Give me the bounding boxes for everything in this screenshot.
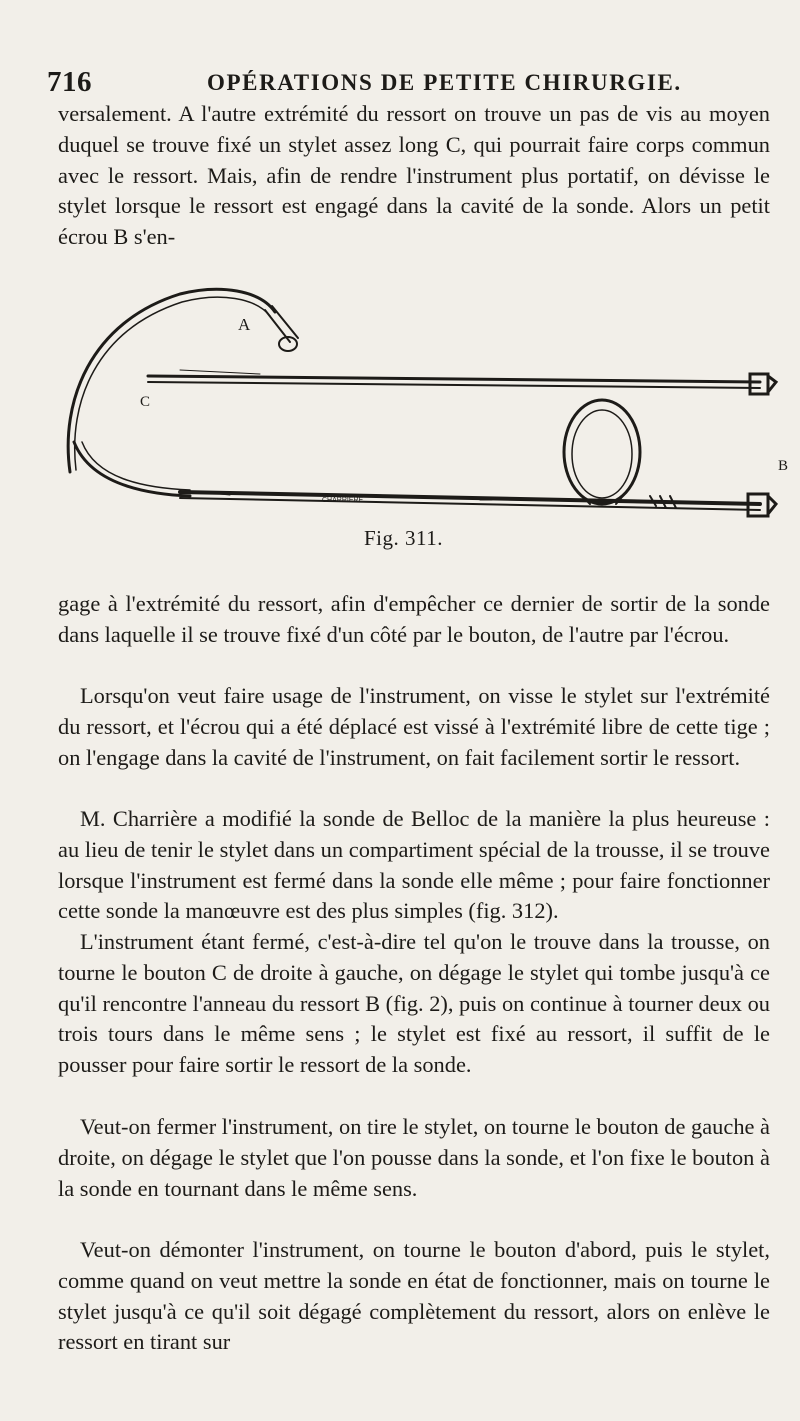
paragraph-5: L'instrument étant fermé, c'est-à-dire tel qu'on le trouve dans la trousse, on tourne le bouton C de droite à gauche, on dégage le stylet qui tombe jusqu'à ce qu'il rencontre l'anneau du ressort B (fig. 2), puis on continue à tourner deux ou trois tours dans le même sens ; le stylet est fixé au ressort, il suffit de le pousser pour faire sortir le ressort de la sonde. [58,929,770,1078]
running-title: OPÉRATIONS DE PETITE CHIRURGIE. [207,70,682,95]
maker-mark: CHARRIÈRE [322,497,364,504]
figure-311-belloc-sound [60,282,795,520]
paragraph-3: Lorsqu'on veut faire usage de l'instrument, on visse le stylet sur l'extrémité du ressort, et l'écrou qui a été déplacé est vissé à l'extrémité libre de cette tige ; on l'engage dans la cavité de l'instrument, on fait facilement sortir le ressort. [58,683,770,770]
nut-b [650,496,676,508]
page-number: 716 [47,66,92,98]
paragraph-4: M. Charrière a modifié la sonde de Belloc de la manière la plus heureuse : au lieu de tenir le stylet dans un compartiment spécial de la trousse, il se trouve lorsque l'instrument est fermé dans la sonde elle même ; pour faire fonctionner cette sonde la manœuvre est des plus simples (fig. 312). [58,806,770,924]
stylet-head [265,306,298,342]
figure-caption: Fig. 311. [364,526,443,550]
stylet-tube [148,376,760,382]
label-b: B [778,458,789,474]
label-a: A [238,315,251,334]
upper-knob [750,374,768,394]
instrument-illustration [60,282,795,520]
paragraph-6: Veut-on fermer l'instrument, on tire le stylet, on tourne le bouton de gauche à droite, on dégage le stylet que l'on pousse dans la sonde, et l'on fixe le bouton à la sonde en tournant dans le même sens. [58,1114,770,1201]
paragraph-7: Veut-on démonter l'instrument, on tourne le bouton d'abord, puis le stylet, comme quand on veut mettre la sonde en état de fonctionner, mais on tourne le stylet jusqu'à ce qu'il soit dégagé complètement du ressort, alors on enlève le ressort en tirant sur [58,1237,770,1355]
paragraph-2: gage à l'extrémité du ressort, afin d'empêcher ce dernier de sortir de la sonde dans laquelle il se trouve fixé d'un côté par le bouton, de l'autre par l'écrou. [58,591,770,647]
label-c: C [140,394,151,410]
spring-ring [564,400,640,504]
paragraph-1: versalement. A l'autre extrémité du ressort on trouve un pas de vis au moyen duquel se trouve fixé un stylet assez long C, qui pourrait faire corps commun avec le ressort. Mais, afin de rendre l'instrument plus portatif, on dévisse le stylet lorsque le ressort est engagé dans la cavité de la sonde. Alors un petit écrou B s'en- [58,101,770,250]
